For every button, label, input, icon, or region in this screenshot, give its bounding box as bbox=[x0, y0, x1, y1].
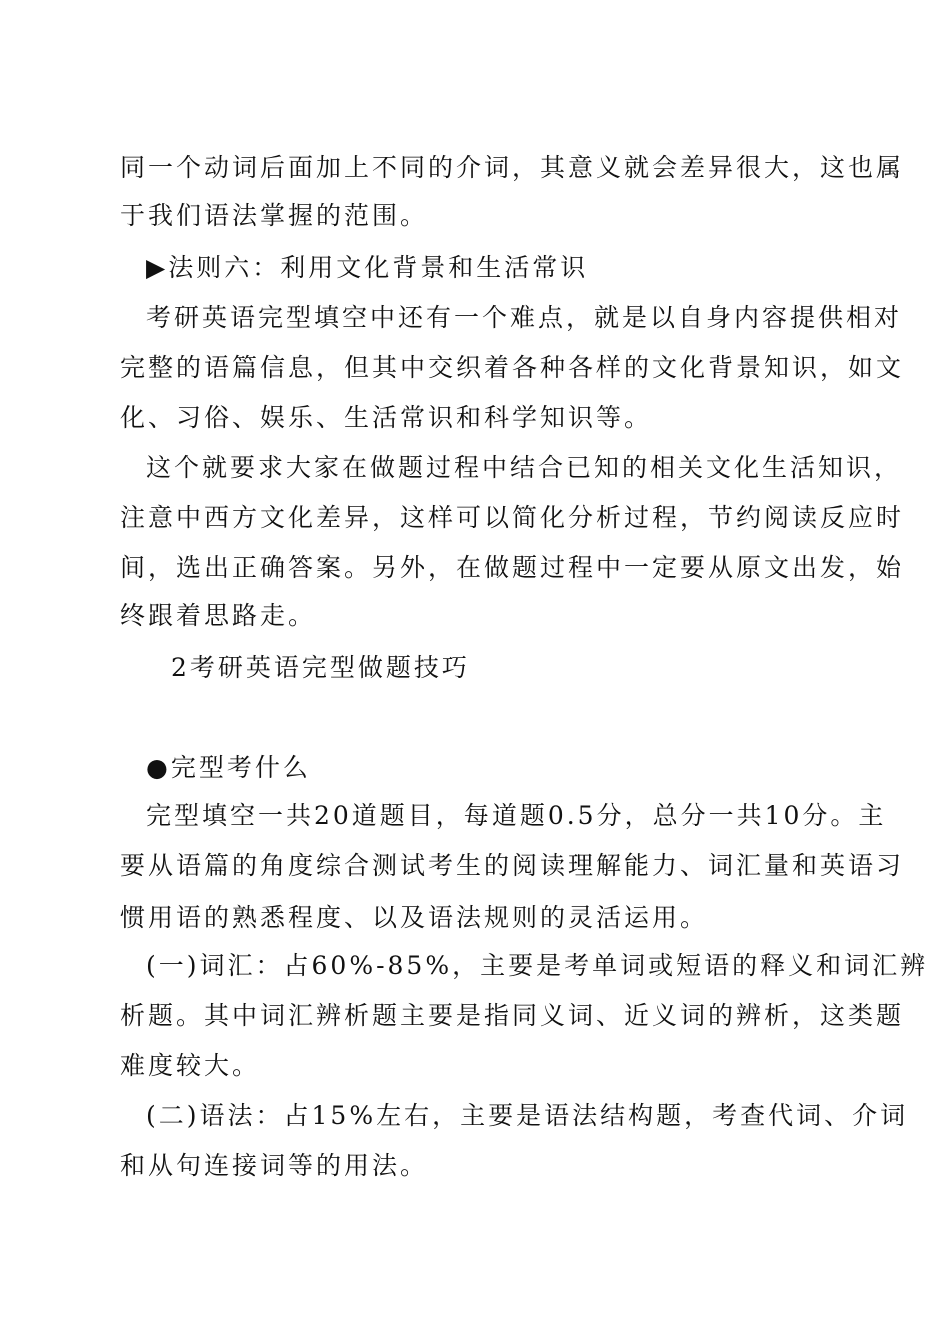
paragraph-line: 于我们语法掌握的范围。 bbox=[120, 201, 429, 230]
paragraph-line: (一)词汇：占60%-85%，主要是考单词或短语的释义和词汇辨 bbox=[146, 951, 929, 980]
section-heading-what-tested: ●完型考什么 bbox=[146, 753, 311, 782]
paragraph-line: (二)语法：占15%左右，主要是语法结构题，考查代词、介词 bbox=[146, 1101, 909, 1130]
paragraph-line: 难度较大。 bbox=[120, 1051, 261, 1080]
section-title: 2考研英语完型做题技巧 bbox=[171, 653, 470, 682]
paragraph-line: 析题。其中词汇辨析题主要是指同义词、近义词的辨析，这类题 bbox=[120, 1001, 905, 1030]
paragraph-line: 终跟着思路走。 bbox=[120, 601, 317, 630]
paragraph-line: 要从语篇的角度综合测试考生的阅读理解能力、词汇量和英语习 bbox=[120, 851, 905, 880]
paragraph-line: 注意中西方文化差异，这样可以简化分析过程，节约阅读反应时 bbox=[120, 503, 905, 532]
paragraph-line: 同一个动词后面加上不同的介词，其意义就会差异很大，这也属 bbox=[120, 153, 905, 182]
paragraph-line: 和从句连接词等的用法。 bbox=[120, 1151, 429, 1180]
paragraph-line: 这个就要求大家在做题过程中结合已知的相关文化生活知识， bbox=[146, 453, 903, 482]
paragraph-line: 惯用语的熟悉程度、以及语法规则的灵活运用。 bbox=[120, 903, 709, 932]
paragraph-line: 间，选出正确答案。另外，在做题过程中一定要从原文出发，始 bbox=[120, 553, 905, 582]
paragraph-line: 考研英语完型填空中还有一个难点，就是以自身内容提供相对 bbox=[146, 303, 903, 332]
paragraph-line: 完整的语篇信息，但其中交织着各种各样的文化背景知识，如文 bbox=[120, 353, 905, 382]
paragraph-line: 化、习俗、娱乐、生活常识和科学知识等。 bbox=[120, 403, 653, 432]
paragraph-line: 完型填空一共20道题目，每道题0.5分，总分一共10分。主 bbox=[146, 801, 887, 830]
section-heading-rule-6: ▶法则六：利用文化背景和生活常识 bbox=[146, 253, 589, 282]
